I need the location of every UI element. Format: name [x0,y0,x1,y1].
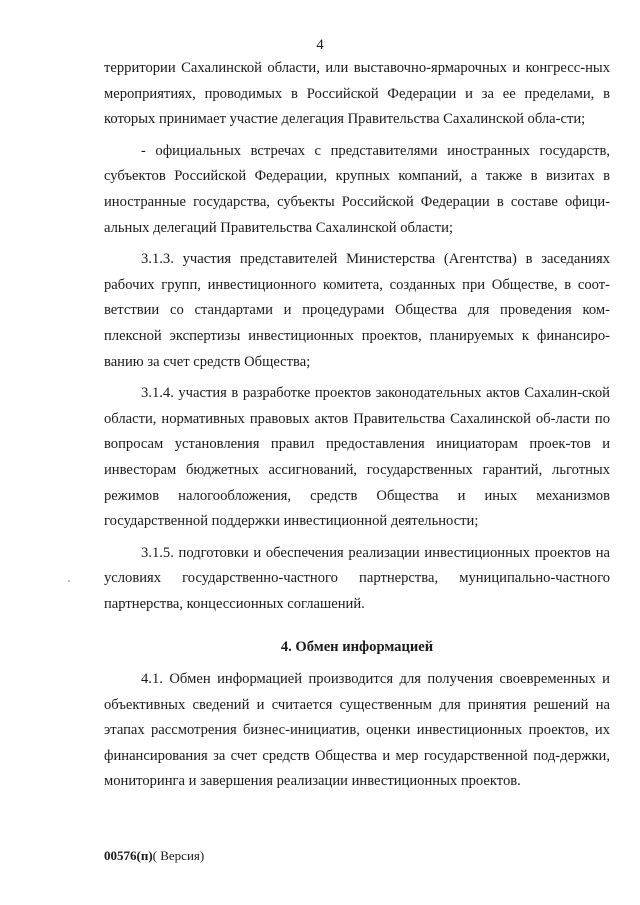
document-footer [104,848,204,864]
page-number: 4 [316,37,324,53]
document-body [104,56,610,795]
scan-speck [68,580,70,582]
document-code: 00576(п) [104,848,153,863]
paragraph-3-1-4: 3.1.4. участия в разработке проектов законодательных актов Сахалин-ской области, нормативных правовых актов Правительства Сахалинской об-ласти по вопросам установления правил предоставления инициаторам проек-тов и инвесторам бюджетных ассигнований, государственных гарантий, льготных режимов налогообложения, средств Общества и иных механизмов государственной поддержки инвестиционной деятельности; [104,385,610,530]
paragraph-official-meetings: - официальных встречах с представителями иностранных государств, субъектов Российской Федерации, крупных компаний, а также в визитах в иностранные государства, субъекты Российской Федерации в составе офици-альных делегаций Правительства Сахалинской области; [104,142,610,236]
document-version: ( Версия) [152,848,205,863]
section-heading: 4. Обмен информацией [280,639,434,656]
paragraph-3-1-3: 3.1.3. участия представителей Министерства (Агентства) в заседаниях рабочих групп, инвестиционного комитета, созданных при Обществе, в соот-ветствии со стандартами и процедурами Общества для проведения ком-плексной экспертизы инвестиционных проектов, планируемых к финансиро-ванию за счет средств Общества; [104,251,610,370]
paragraph-4-1: 4.1. Обмен информацией производится для получения своевременных и объективных сведений и считается существенным для принятия решений на этапах рассмотрения бизнес-инициатив, оценки инвестиционных проектов, их финансирования за счет средств Общества и мер государственной под-держки, мониторинга и завершения реализации инвестиционных проектов. [104,671,610,790]
paragraph-3-1-5: 3.1.5. подготовки и обеспечения реализации инвестиционных проектов на условиях государственно-частного партнерства, муниципально-частного партнерства, концессионных соглашений. [104,544,610,612]
paragraph-continuation: территории Сахалинской области, или выставочно-ярмарочных и конгресс-ных мероприятиях, проводимых в Российской Федерации и за ее пределами, в которых принимает участие делегация Правительства Сахалинской обла-сти; [104,60,610,128]
